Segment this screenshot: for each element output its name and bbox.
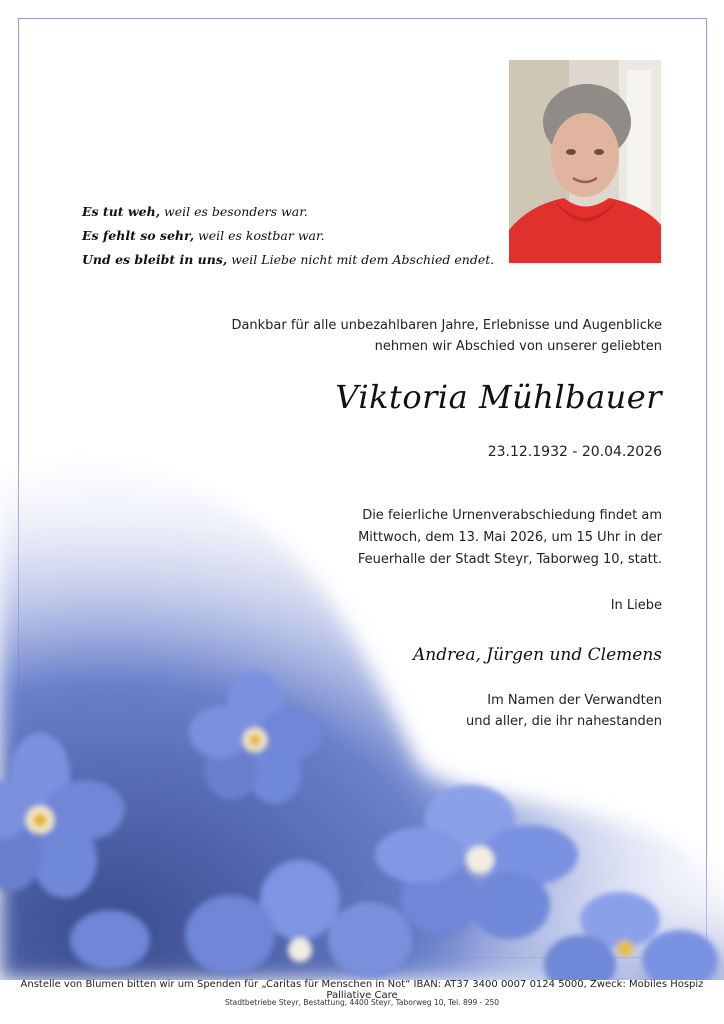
ceremony-line-3: Feuerhalle der Stadt Steyr, Taborweg 10, statt. <box>357 552 662 567</box>
poem-line-3: Und es bleibt in uns, weil Liebe nicht mit dem Abschied endet. <box>82 252 495 267</box>
family-names: Andrea, Jürgen und Clemens <box>413 645 662 665</box>
ceremony-line-1: Die feierliche Urnenverabschiedung findet am <box>362 508 662 523</box>
relatives-text <box>342 690 662 732</box>
in-love-text: In Liebe <box>610 598 662 613</box>
intro-line-2: nehmen wir Abschied von unserer geliebten <box>374 339 662 354</box>
poem <box>82 200 502 272</box>
life-dates: 23.12.1932 - 20.04.2026 <box>487 444 662 460</box>
intro-line-1: Dankbar für alle unbezahlbaren Jahre, Erlebnisse und Augenblicke <box>231 318 662 333</box>
ceremony-line-2: Mittwoch, dem 13. Mai 2026, um 15 Uhr in der <box>358 530 662 545</box>
relatives-line-1: Im Namen der Verwandten <box>487 693 662 708</box>
portrait-photo <box>509 60 661 263</box>
ceremony-info <box>332 505 662 571</box>
deceased-name: Viktoria Mühlbauer <box>335 378 662 416</box>
donation-note: Anstelle von Blumen bitten wir um Spenden für „Caritas für Menschen in Not“ IBAN: AT37 3400 0007 0124 5000, Zweck: Mobiles Hospiz Palliative Care <box>20 979 704 1001</box>
poem-line-2: Es fehlt so sehr, weil es kostbar war. <box>82 228 325 243</box>
intro-text <box>222 315 662 357</box>
undertaker-info: Stadtbetriebe Steyr, Bestattung, 4400 Steyr, Taborweg 10, Tel. 899 - 250 <box>224 998 500 1007</box>
poem-line-1: Es tut weh, weil es besonders war. <box>82 204 308 219</box>
relatives-line-2: und aller, die ihr nahestanden <box>466 714 662 729</box>
